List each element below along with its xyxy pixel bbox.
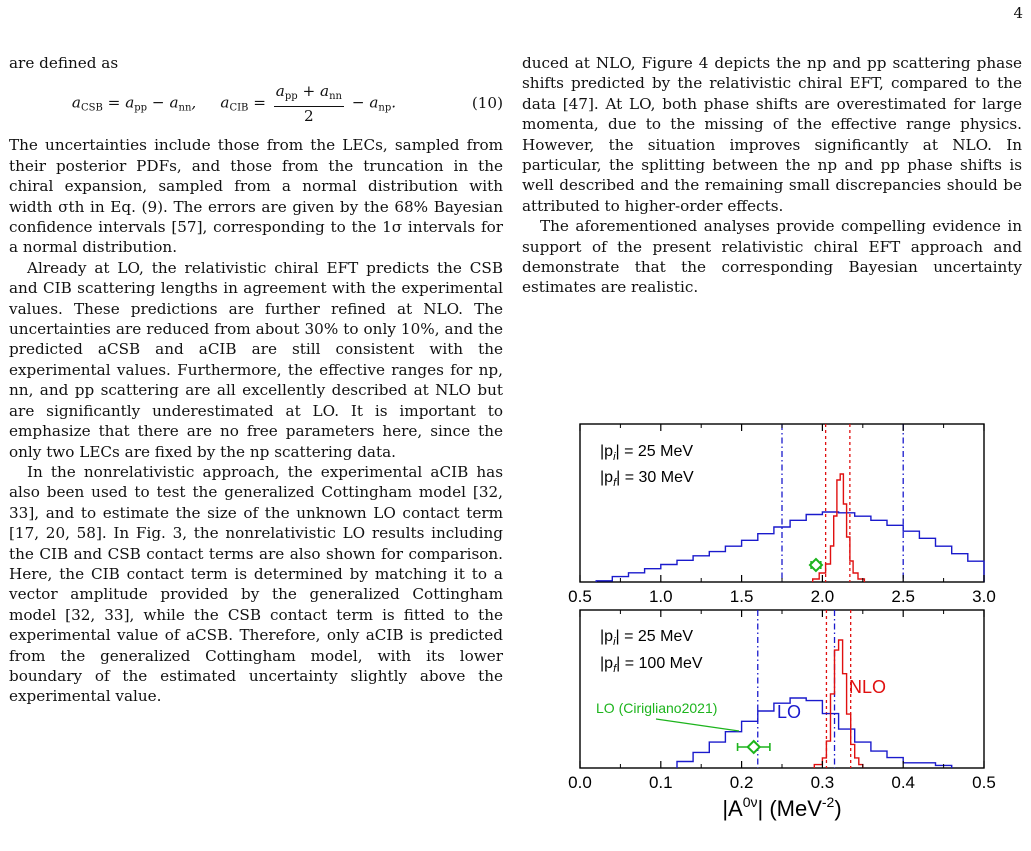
label-nlo: NLO [849,677,887,697]
top-pi-label: $|p_i| = 25$ MeV [600,443,694,463]
paragraph-phase-shifts: duced at NLO, Figure 4 depicts the np and pp scattering phase shifts predicted by the relativistic chiral EFT, compared to the data [47]. At LO, both phase shifts are overestimated for large momenta, due to the missing of the effective range physics. However, the situation improves significantly at NLO. In particular, the splitting between the np and pp phase shifts is well described and the remaining small discrepancies should be attributed to higher-order effects. [522,54,1022,215]
bottom-tick-label: 0.5 [972,773,996,792]
top-tick-label: 1.5 [729,587,754,606]
top-lo-histogram [596,512,984,582]
top-pf-label: $|p_f| = 30$ MeV [600,469,694,489]
paragraph-uncertainties: The uncertainties include those from the LECs, sampled from their posterior PDFs, and those from the truncation in the chiral expansion, sampled from a normal distribution with width σth in Eq. (9). The errors are given by the 68% Bayesian confidence intervals [57], corresponding to the 1σ intervals for a normal distribution. [9,136,503,257]
equation-10 [9,75,503,131]
paragraph-lo-predictions: Already at LO, the relativistic chiral EFT predicts the CSB and CIB scattering lengths in agreement with the experimental values. These predictions are further refined at NLO. The uncertainties are reduced from about 30% to only 10%, and the predicted aCSB and aCIB are still consistent with the experimental values. Furthermore, the effective ranges for np, nn, and pp scattering are all excellently described at NLO but are significantly underestimated at LO. It is important to emphasize that there are no free parameters here, since the only two LECs are fixed by the np scattering data. [9,258,503,461]
right-column [522,53,1022,298]
bottom-tick-label: 0.2 [729,773,754,792]
paragraph-intro: are defined as [9,54,119,72]
bottom-pi-label: $|p_i| = 25$ MeV [600,628,694,648]
bottom-tick-label: 0.3 [810,773,835,792]
bottom-lo-histogram [677,698,952,768]
label-cirigliano: LO (Cirigliano2021) [596,700,718,716]
top-tick-label: 2.0 [810,587,835,606]
top-cirigliano-point [810,559,822,571]
top-tick-label: 2.5 [891,587,916,606]
label-lo: LO [777,702,802,722]
bottom-tick-label: 0.4 [891,773,916,792]
bottom-cirigliano-point [748,741,760,753]
bottom-pf-label: $|p_f| = 100$ MeV [600,655,703,675]
top-tick-label: 0.5 [568,587,592,606]
equation-body: $a_{CSB} = a_{pp} - a_{nn}$, $a_{CIB}$ = $\frac{a_{pp} + a_{nn}}{2}$ − $a_{np}$. [71,81,397,125]
paragraph-conclusion: The aforementioned analyses provide compelling evidence in support of the present relativistic chiral EFT approach and demonstrate that the corresponding Bayesian uncertainty estimates are realistic. [522,217,1022,297]
left-column [9,53,503,707]
paragraph-nonrelativistic: In the nonrelativistic approach, the experimental aCIB has also been used to test the generalized Cottingham model [32, 33], and to estimate the size of the unknown LO contact term [17, 20, 58]. In Fig. 3, the nonrelativistic LO results including the CIB and CSB contact terms are also shown for comparison. Here, the CIB contact term is determined by matching it to a vector amplitude provided by the generalized Cottingham model [32, 33], while the CSB contact term is fitted to the experimental value of aCSB. Therefore, only aCIB is predicted from the generalized Cottingham model, with its lower boundary of the estimated uncertainty slightly above the experimental value. [9,462,503,706]
page-number: 4 [1013,4,1023,22]
top-tick-label: 1.0 [648,587,673,606]
figure-histogram [552,412,996,832]
bottom-nlo-histogram [814,640,863,768]
x-axis-label: $|A^{0\nu}|$ (MeV$^{-2}$) [722,794,842,821]
equation-number: (10) [471,94,503,113]
cirigliano-pointer [656,719,739,731]
top-tick-label: 3.0 [972,587,996,606]
bottom-tick-label: 0.1 [648,773,673,792]
equation-fraction: $\frac{a_{pp} + a_{nn}}{2}$ [275,81,342,125]
bottom-tick-label: 0.0 [568,773,592,792]
